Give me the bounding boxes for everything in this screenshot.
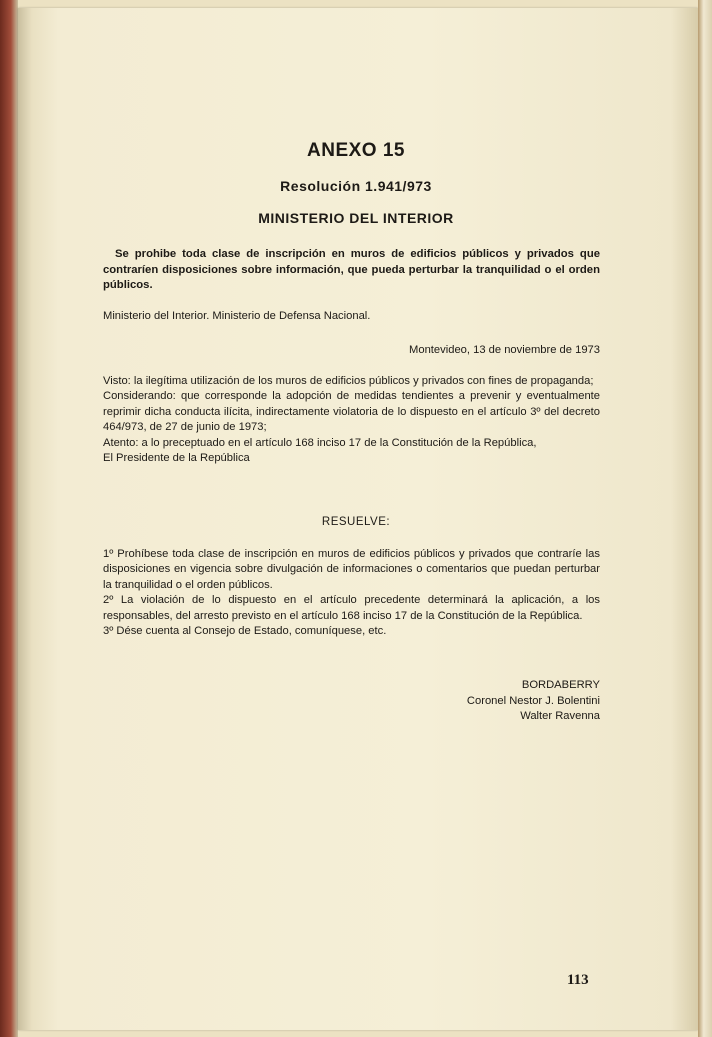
resolves-label: RESUELVE:: [321, 516, 391, 528]
signature-president: BORDABERRY: [521, 679, 600, 691]
considerations-section: [103, 374, 600, 466]
place-and-date: Montevideo, 13 de noviembre de 1973: [409, 344, 600, 356]
signature-minister-defense: Walter Ravenna: [520, 710, 600, 722]
signatures-block: [103, 678, 600, 725]
consideration-atento: Atento: a lo preceptuado en el artículo 168 inciso 17 de la Constitución de la República,: [103, 436, 537, 449]
consideration-considerando: Considerando: que corresponde la adopción de medidas tendientes a prevenir y eventualmente reprimir dicha conducta ilícita, indirectamente violatoria de lo dispuesto en el artículo 3º del decreto 464/973, de 27 de junio de 1973;: [103, 390, 600, 434]
resolution-number: Resolución 1.941/973: [280, 178, 432, 194]
page-number: 113: [567, 972, 589, 988]
article-3: 3º Dése cuenta al Consejo de Estado, comuníquese, etc.: [103, 625, 387, 638]
annex-title: ANEXO 15: [307, 140, 405, 161]
consideration-president: El Presidente de la República: [103, 452, 250, 465]
ministry-heading: MINISTERIO DEL INTERIOR: [258, 210, 454, 226]
issuing-ministries: Ministerio del Interior. Ministerio de Defensa Nacional.: [103, 310, 371, 322]
articles-section: [103, 547, 600, 639]
resolution-summary: Se prohibe toda clase de inscripción en muros de edificios públicos y privados que contraríen disposiciones sobre información, que pueda perturbar la tranquilidad o el orden públicos.: [103, 248, 600, 291]
article-1: 1º Prohíbese toda clase de inscripción en muros de edificios públicos y privados que contraríe las disposiciones en vigencia sobre divulgación de informaciones o comentarios que puedan perturbar la tranquilidad o el orden públicos.: [103, 548, 600, 591]
signature-minister-interior: Coronel Nestor J. Bolentini: [466, 694, 600, 707]
article-2: 2º La violación de lo dispuesto en el artículo precedente determinará la aplicación, a los responsables, del arresto previsto en el artículo 168 inciso 17 de la Constitución de la República.: [103, 594, 600, 622]
consideration-visto: Visto: la ilegítima utilización de los muros de edificios públicos y privados con fines de propaganda;: [103, 375, 594, 387]
